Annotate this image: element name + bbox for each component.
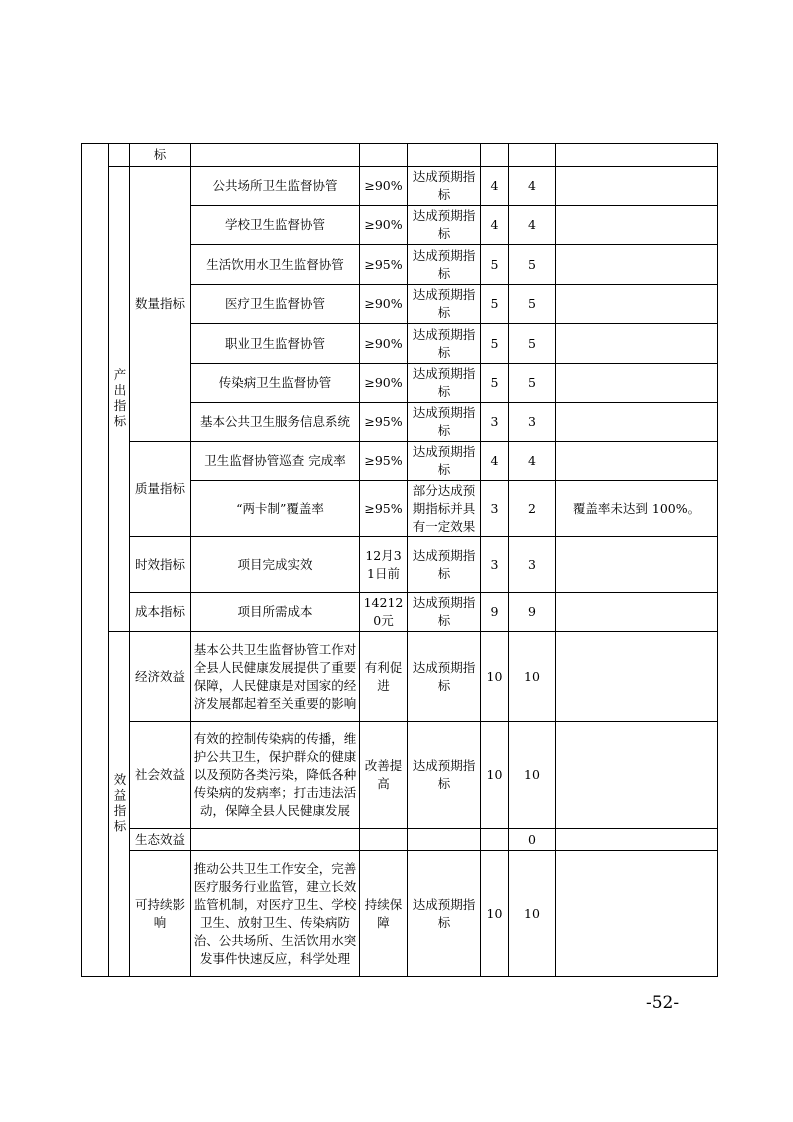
actual-status: 部分达成预期指标并具有一定效果: [408, 481, 481, 537]
second-level-ecological: 生态效益: [130, 829, 191, 851]
note: [556, 632, 718, 722]
actual-status: 达成预期指标: [408, 632, 481, 722]
actual-status: 达成预期指标: [408, 324, 481, 364]
actual-status: 达成预期指标: [408, 403, 481, 442]
second-level-quantity: 数量指标: [130, 167, 191, 442]
weight: 5: [481, 324, 509, 364]
target-value: ≥90%: [360, 364, 408, 403]
actual-status: 达成预期指标: [408, 722, 481, 829]
target-value: ≥90%: [360, 167, 408, 206]
note: [556, 167, 718, 206]
table-row: [82, 851, 718, 977]
first-level-output: 产出指标: [109, 167, 130, 632]
second-level-quality: 质量指标: [130, 442, 191, 537]
note: [556, 403, 718, 442]
table-row: [82, 632, 718, 722]
indicator-name: 卫生监督协管巡查 完成率: [191, 442, 360, 481]
score: 4: [509, 442, 556, 481]
target-value: ≥90%: [360, 206, 408, 245]
outer-column-cell: [82, 144, 109, 977]
table-row: [82, 442, 718, 481]
note: [556, 442, 718, 481]
actual-status: 达成预期指标: [408, 537, 481, 593]
note: [556, 593, 718, 632]
actual-status: 达成预期指标: [408, 245, 481, 285]
indicator-name: 职业卫生监督协管: [191, 324, 360, 364]
weight: 10: [481, 851, 509, 977]
note: [556, 364, 718, 403]
performance-indicator-table: [81, 143, 718, 977]
weight: 5: [481, 245, 509, 285]
indicator-name: 推动公共卫生工作安全，完善医疗服务行业监管，建立长效监管机制，对医疗卫生、学校卫生、放射卫生、传染病防治、公共场所、生活饮用水突发事件快速反应，科学处理: [191, 851, 360, 977]
indicator-name: 有效的控制传染病的传播，维护公共卫生，保护群众的健康以及预防各类污染，降低各种传染病的发病率；打击违法活动，保障全县人民健康发展: [191, 722, 360, 829]
weight: 3: [481, 481, 509, 537]
weight: 3: [481, 537, 509, 593]
page-number: -52-: [646, 993, 680, 1013]
note: [556, 285, 718, 324]
score: 3: [509, 537, 556, 593]
weight: [481, 829, 509, 851]
score: 10: [509, 722, 556, 829]
target-value: ≥95%: [360, 481, 408, 537]
note: [556, 851, 718, 977]
target-value: 有利促进: [360, 632, 408, 722]
target-value: ≥95%: [360, 403, 408, 442]
actual-status: 达成预期指标: [408, 285, 481, 324]
actual-status: [408, 829, 481, 851]
note: [556, 324, 718, 364]
actual-status: 达成预期指标: [408, 167, 481, 206]
indicator-name: [191, 829, 360, 851]
indicator-name: “两卡制”覆盖率: [191, 481, 360, 537]
target-value: ≥95%: [360, 245, 408, 285]
weight: 5: [481, 285, 509, 324]
indicator-name: 公共场所卫生监督协管: [191, 167, 360, 206]
note: [556, 245, 718, 285]
score: 10: [509, 851, 556, 977]
table-row: [82, 167, 718, 206]
second-level-social: 社会效益: [130, 722, 191, 829]
table-row: [82, 144, 718, 167]
table-row: [82, 537, 718, 593]
score: 10: [509, 632, 556, 722]
target-value: 改善提高: [360, 722, 408, 829]
actual-status: 达成预期指标: [408, 851, 481, 977]
target-value: 142120元: [360, 593, 408, 632]
weight: 10: [481, 632, 509, 722]
indicator-name: 学校卫生监督协管: [191, 206, 360, 245]
target-value: ≥90%: [360, 285, 408, 324]
first-level-benefit: 效益指标: [109, 632, 130, 977]
actual-status: 达成预期指标: [408, 206, 481, 245]
indicator-name: 项目完成实效: [191, 537, 360, 593]
second-level-economic: 经济效益: [130, 632, 191, 722]
score: 5: [509, 245, 556, 285]
second-level-continued: 标: [130, 144, 191, 167]
second-level-cost: 成本指标: [130, 593, 191, 632]
note: [556, 722, 718, 829]
target-value: 12月31日前: [360, 537, 408, 593]
note: [556, 537, 718, 593]
indicator-name: 生活饮用水卫生监督协管: [191, 245, 360, 285]
indicator-name: 项目所需成本: [191, 593, 360, 632]
score: 4: [509, 206, 556, 245]
target-value: ≥90%: [360, 324, 408, 364]
table-row: [82, 722, 718, 829]
target-value: 持续保障: [360, 851, 408, 977]
weight: 4: [481, 167, 509, 206]
note: [556, 829, 718, 851]
actual-status: 达成预期指标: [408, 593, 481, 632]
score: 5: [509, 324, 556, 364]
indicator-name: 基本公共卫生服务信息系统: [191, 403, 360, 442]
score: 5: [509, 364, 556, 403]
actual-status: 达成预期指标: [408, 364, 481, 403]
target-value: [360, 829, 408, 851]
indicator-name: 基本公共卫生监督协管工作对全县人民健康发展提供了重要保障，人民健康是对国家的经济发展都起着至关重要的影响: [191, 632, 360, 722]
first-level-cell: [109, 144, 130, 167]
weight: 10: [481, 722, 509, 829]
score: 0: [509, 829, 556, 851]
actual-status: 达成预期指标: [408, 442, 481, 481]
note: [556, 206, 718, 245]
weight: 4: [481, 206, 509, 245]
score: 5: [509, 285, 556, 324]
weight: 3: [481, 403, 509, 442]
weight: 5: [481, 364, 509, 403]
indicator-name: 医疗卫生监督协管: [191, 285, 360, 324]
score: 2: [509, 481, 556, 537]
target-value: ≥95%: [360, 442, 408, 481]
second-level-timeliness: 时效指标: [130, 537, 191, 593]
second-level-sustainable: 可持续影响: [130, 851, 191, 977]
weight: 4: [481, 442, 509, 481]
weight: 9: [481, 593, 509, 632]
table-row: [82, 829, 718, 851]
score: 3: [509, 403, 556, 442]
score: 9: [509, 593, 556, 632]
indicator-name: 传染病卫生监督协管: [191, 364, 360, 403]
table-row: [82, 593, 718, 632]
note: 覆盖率未达到 100%。: [556, 481, 718, 537]
score: 4: [509, 167, 556, 206]
